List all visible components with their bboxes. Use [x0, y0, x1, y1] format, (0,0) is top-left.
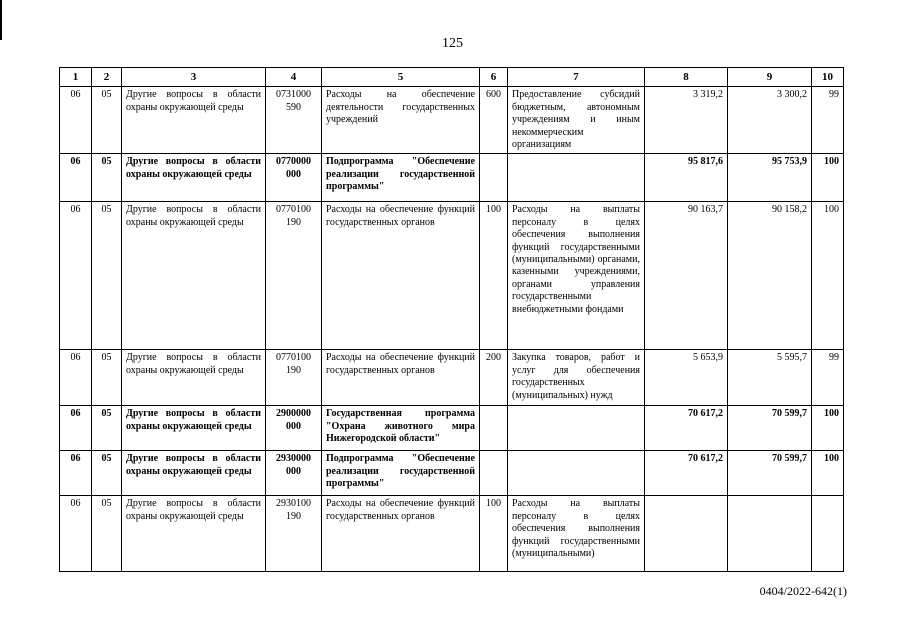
actual-amount-cell: 70 599,7: [728, 451, 812, 496]
subsection-cell: 05: [92, 451, 122, 496]
header-cell: 8: [645, 68, 728, 87]
subsection-cell: 05: [92, 406, 122, 451]
table-header-row: [60, 68, 844, 87]
expense-type-cell: [480, 451, 508, 496]
expense-type-name-cell: Расходы на выплаты персоналу в целях обеспечения выполнения функций государственными (муниципальными): [508, 496, 645, 572]
target-article-name-cell: Расходы на обеспечение функций государственных органов: [322, 350, 480, 406]
planned-amount-cell: 70 617,2: [645, 406, 728, 451]
planned-amount-cell: 3 319,2: [645, 87, 728, 154]
subsection-cell: 05: [92, 87, 122, 154]
header-cell: 9: [728, 68, 812, 87]
target-article-cell: 0770000 000: [266, 154, 322, 202]
actual-amount-cell: 5 595,7: [728, 350, 812, 406]
section-name-cell: Другие вопросы в области охраны окружающей среды: [122, 87, 266, 154]
target-article-cell: 0731000 590: [266, 87, 322, 154]
section-cell: 06: [60, 496, 92, 572]
expense-type-cell: 100: [480, 496, 508, 572]
document-code: 0404/2022-642(1): [759, 584, 847, 598]
planned-amount-cell: 95 817,6: [645, 154, 728, 202]
target-article-cell: 2930100 190: [266, 496, 322, 572]
header-cell: 7: [508, 68, 645, 87]
percent-cell: [812, 496, 844, 572]
expense-type-cell: [480, 406, 508, 451]
header-cell: 5: [322, 68, 480, 87]
section-cell: 06: [60, 87, 92, 154]
header-cell: 2: [92, 68, 122, 87]
table-row: [60, 202, 844, 350]
actual-amount-cell: 70 599,7: [728, 406, 812, 451]
target-article-cell: 0770100 190: [266, 202, 322, 350]
actual-amount-cell: 3 300,2: [728, 87, 812, 154]
table-row: [60, 154, 844, 202]
actual-amount-cell: 95 753,9: [728, 154, 812, 202]
table-row: [60, 406, 844, 451]
planned-amount-cell: [645, 496, 728, 572]
target-article-cell: 2900000 000: [266, 406, 322, 451]
section-name-cell: Другие вопросы в области охраны окружающей среды: [122, 406, 266, 451]
expense-type-name-cell: Предоставление субсидий бюджетным, автономным учреждениям и иным некоммерческим организациям: [508, 87, 645, 154]
section-cell: 06: [60, 350, 92, 406]
section-cell: 06: [60, 202, 92, 350]
percent-cell: 100: [812, 406, 844, 451]
subsection-cell: 05: [92, 154, 122, 202]
target-article-cell: 0770100 190: [266, 350, 322, 406]
scan-edge-line: [0, 0, 2, 40]
budget-table: [59, 67, 844, 572]
target-article-name-cell: Расходы на обеспечение функций государственных органов: [322, 496, 480, 572]
planned-amount-cell: 5 653,9: [645, 350, 728, 406]
expense-type-cell: [480, 154, 508, 202]
header-cell: 3: [122, 68, 266, 87]
target-article-name-cell: Расходы на обеспечение деятельности государственных учреждений: [322, 87, 480, 154]
table-row: [60, 451, 844, 496]
table-row: [60, 350, 844, 406]
target-article-name-cell: Подпрограмма "Обеспечение реализации государственной программы": [322, 154, 480, 202]
page-number: 125: [442, 36, 463, 51]
expense-type-name-cell: Расходы на выплаты персоналу в целях обеспечения выполнения функций государственными (муниципальными) органами, казенными учреждениями, органами управления государственными внебюджетными фондами: [508, 202, 645, 350]
header-cell: 1: [60, 68, 92, 87]
section-cell: 06: [60, 451, 92, 496]
section-name-cell: Другие вопросы в области охраны окружающей среды: [122, 496, 266, 572]
subsection-cell: 05: [92, 496, 122, 572]
percent-cell: 100: [812, 202, 844, 350]
percent-cell: 99: [812, 350, 844, 406]
section-name-cell: Другие вопросы в области охраны окружающей среды: [122, 154, 266, 202]
section-cell: 06: [60, 154, 92, 202]
target-article-name-cell: Расходы на обеспечение функций государственных органов: [322, 202, 480, 350]
percent-cell: 99: [812, 87, 844, 154]
expense-type-cell: 600: [480, 87, 508, 154]
table-row: [60, 87, 844, 154]
header-cell: 10: [812, 68, 844, 87]
section-name-cell: Другие вопросы в области охраны окружающей среды: [122, 451, 266, 496]
expense-type-cell: 100: [480, 202, 508, 350]
section-name-cell: Другие вопросы в области охраны окружающей среды: [122, 350, 266, 406]
expense-type-name-cell: [508, 154, 645, 202]
planned-amount-cell: 90 163,7: [645, 202, 728, 350]
percent-cell: 100: [812, 154, 844, 202]
expense-type-name-cell: [508, 406, 645, 451]
section-cell: 06: [60, 406, 92, 451]
percent-cell: 100: [812, 451, 844, 496]
target-article-name-cell: Государственная программа "Охрана животного мира Нижегородской области": [322, 406, 480, 451]
header-cell: 4: [266, 68, 322, 87]
expense-type-name-cell: [508, 451, 645, 496]
expense-type-cell: 200: [480, 350, 508, 406]
subsection-cell: 05: [92, 350, 122, 406]
actual-amount-cell: 90 158,2: [728, 202, 812, 350]
target-article-cell: 2930000 000: [266, 451, 322, 496]
expense-type-name-cell: Закупка товаров, работ и услуг для обеспечения государственных (муниципальных) нужд: [508, 350, 645, 406]
table-row: [60, 496, 844, 572]
header-cell: 6: [480, 68, 508, 87]
section-name-cell: Другие вопросы в области охраны окружающей среды: [122, 202, 266, 350]
planned-amount-cell: 70 617,2: [645, 451, 728, 496]
target-article-name-cell: Подпрограмма "Обеспечение реализации государственной программы": [322, 451, 480, 496]
subsection-cell: 05: [92, 202, 122, 350]
actual-amount-cell: [728, 496, 812, 572]
